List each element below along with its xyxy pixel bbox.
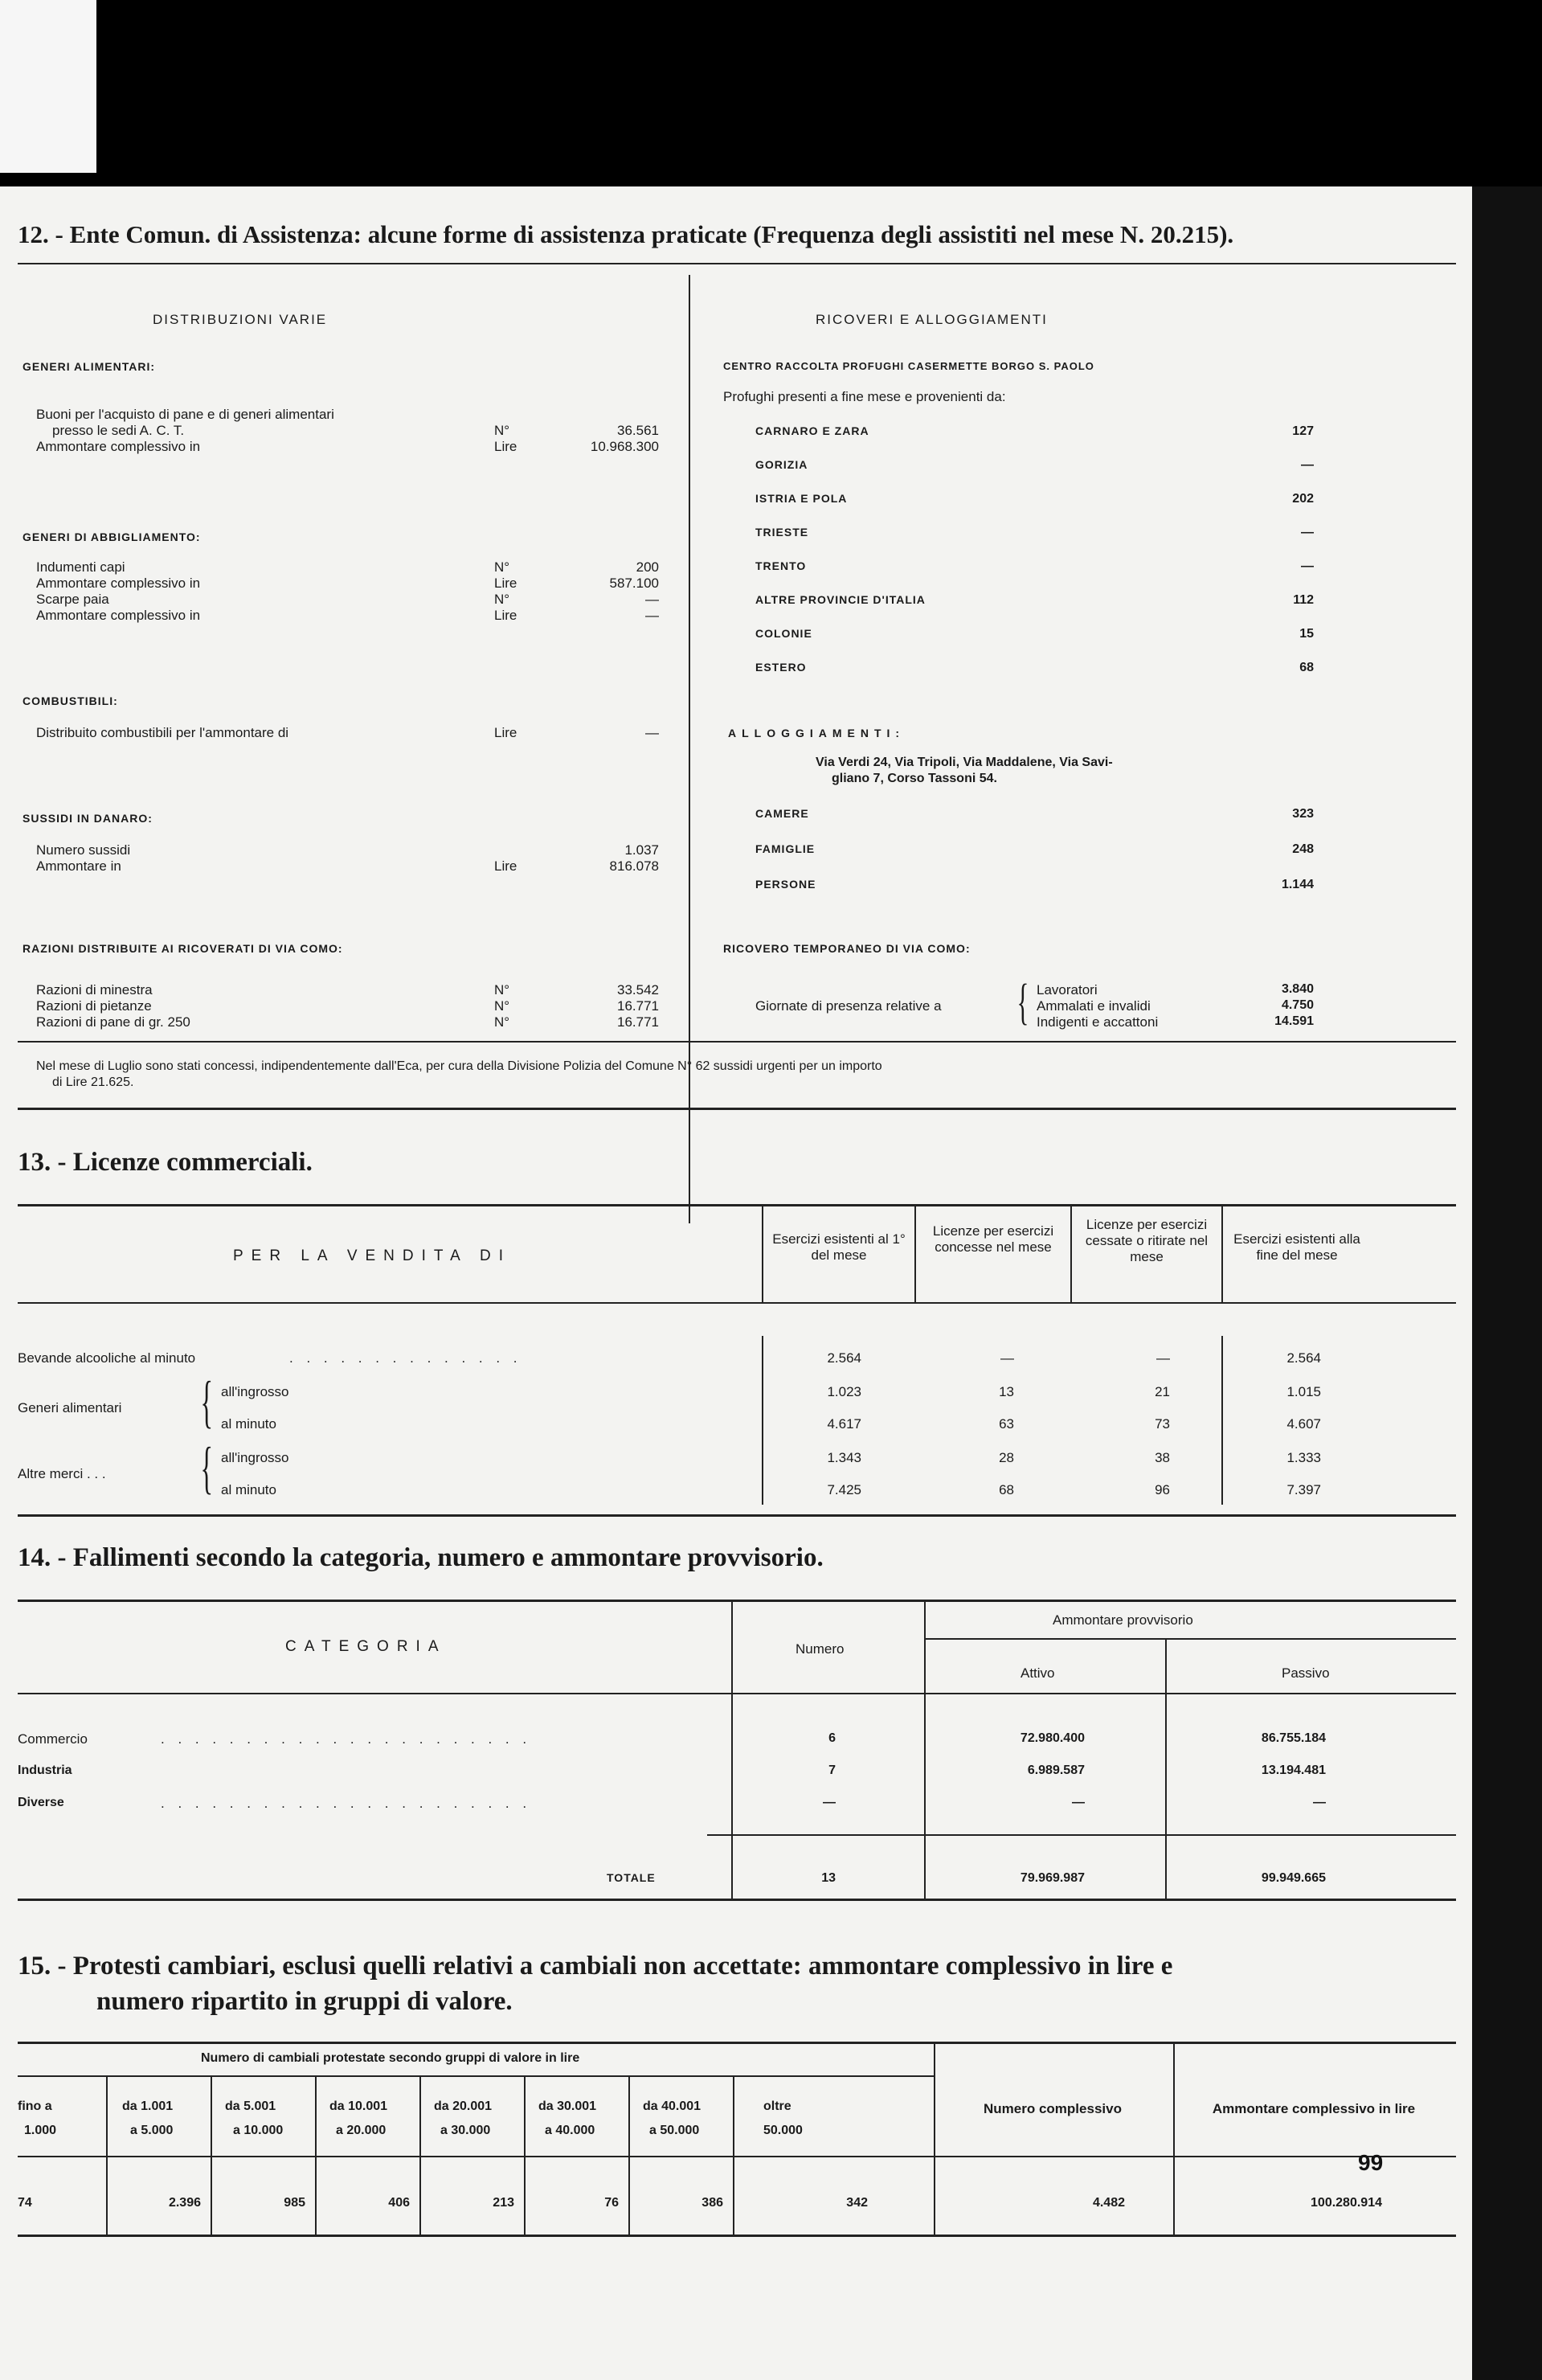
brace: { [200, 1436, 214, 1500]
group-label: a 40.000 [545, 2124, 595, 2137]
group-label: a 5.000 [130, 2124, 174, 2137]
ricovero-row-label: Indigenti e accattoni [1037, 1014, 1159, 1030]
section-15-title: numero ripartito in gruppi di valore. [96, 1987, 513, 2016]
col-header: Licenze per esercizi cessate o ritirate nel mese [1085, 1217, 1209, 1264]
cell: 13 [999, 1384, 1014, 1399]
centro-row-label: COLONIE [755, 627, 812, 640]
row-label: Ammontare complessivo in [36, 608, 201, 623]
cell: 63 [999, 1416, 1014, 1432]
col-header: Esercizi esistenti al 1° del mese [772, 1231, 906, 1263]
group-label: da 5.001 [225, 2099, 276, 2113]
total-cell: 4.482 [1092, 2196, 1125, 2210]
value: 587.100 [609, 576, 659, 591]
value: — [645, 608, 659, 623]
unit: N° [494, 592, 510, 607]
rule [18, 1899, 1456, 1901]
cell: 386 [701, 2196, 723, 2210]
row-label: Scarpe paia [36, 592, 109, 607]
leader-dots: . . . . . . . . . . . . . . [289, 1350, 522, 1366]
alloggi-row-label: FAMIGLIE [755, 842, 816, 855]
scan-corner [0, 0, 96, 173]
group-label: a 20.000 [336, 2124, 387, 2137]
cell: 985 [284, 2196, 305, 2210]
cell: 7 [828, 1763, 836, 1777]
cell: — [1313, 1796, 1326, 1809]
left-header: DISTRIBUZIONI VARIE [153, 312, 328, 327]
row-label: Ammontare complessivo in [36, 439, 201, 454]
divider [762, 1336, 763, 1505]
rule [18, 1600, 1456, 1602]
centro-sub: Profughi presenti a fine mese e provenienti da: [723, 389, 1006, 404]
cell: 21 [1155, 1384, 1170, 1399]
col-header: Ammontare provvisorio [1053, 1612, 1193, 1628]
cell: 72.980.400 [1020, 1731, 1085, 1745]
cell: 1.023 [827, 1384, 861, 1399]
alloggi-row-value: 1.144 [1281, 878, 1314, 891]
divider [762, 1206, 763, 1302]
cell: 4.617 [827, 1416, 861, 1432]
cell: 73 [1155, 1416, 1170, 1432]
ricovero-row-value: 14.591 [1274, 1014, 1314, 1028]
value: 33.542 [617, 982, 659, 997]
row-label: Numero sussidi [36, 842, 131, 858]
row-label: al minuto [221, 1416, 276, 1432]
rule [18, 2156, 1456, 2157]
row-label: Buoni per l'acquisto di pane e di generi alimentari [36, 407, 334, 422]
abbigliamento-head: GENERI DI ABBIGLIAMENTO: [22, 530, 201, 543]
alloggi-row-label: PERSONE [755, 878, 816, 891]
col-label: PER LA VENDITA DI [233, 1247, 511, 1264]
col-header: Attivo [1021, 1665, 1055, 1681]
footnote: Nel mese di Luglio sono stati concessi, indipendentemente dall'Eca, per cura della Divisione Polizia del Comune N° 62 sussidi urgenti per un importo [36, 1059, 882, 1073]
section-14-title: 14. - Fallimenti secondo la categoria, numero e ammontare provvisorio. [18, 1543, 824, 1572]
value: — [645, 592, 659, 607]
footnote: di Lire 21.625. [52, 1075, 134, 1089]
row-label: Diverse [18, 1796, 64, 1809]
divider [914, 1206, 916, 1302]
ricovero-head: RICOVERO TEMPORANEO DI VIA COMO: [723, 942, 971, 955]
section-12-title: 12. - Ente Comun. di Assistenza: alcune forme di assistenza praticate (Frequenza degli assistiti nel mese N. 20.215). [18, 220, 1234, 248]
divider [924, 1694, 926, 1899]
unit: N° [494, 423, 510, 438]
cell: 2.564 [1286, 1350, 1321, 1366]
rule [924, 1638, 1456, 1640]
centro-row-value: 68 [1299, 661, 1314, 674]
centro-row-value: — [1301, 559, 1314, 573]
centro-row-label: TRIESTE [755, 526, 809, 539]
group-label: da 20.001 [434, 2099, 493, 2113]
rule [18, 1514, 1456, 1517]
alloggiamenti-head: ALLOGGIAMENTI: [728, 727, 906, 739]
value: — [645, 725, 659, 740]
cell: — [1000, 1350, 1014, 1366]
rule [18, 2075, 934, 2077]
row-label: Distribuito combustibili per l'ammontare di [36, 725, 289, 740]
cell: 28 [999, 1450, 1014, 1465]
group-label: a 50.000 [649, 2124, 700, 2137]
row-label: Razioni di minestra [36, 982, 153, 997]
leader-dots: . . . . . . . . . . . . . . . . . . . . . . [161, 1731, 532, 1747]
centro-row-label: TRENTO [755, 559, 807, 572]
col-header: Numero complessivo [984, 2101, 1122, 2116]
group-label: fino a [18, 2099, 52, 2113]
ricovero-row-value: 3.840 [1281, 982, 1314, 996]
group-label: 1.000 [24, 2124, 57, 2137]
cell: 86.755.184 [1261, 1731, 1326, 1745]
sussidi-head: SUSSIDI IN DANARO: [22, 812, 153, 825]
divider [1070, 1206, 1072, 1302]
group-label: a 30.000 [440, 2124, 491, 2137]
rule [18, 1302, 1456, 1304]
divider [1165, 1694, 1167, 1899]
row-label: Altre merci . . . [18, 1466, 106, 1481]
divider [1221, 1336, 1223, 1505]
cell: 342 [846, 2196, 868, 2210]
centro-row-value: — [1301, 526, 1314, 539]
cell: 38 [1155, 1450, 1170, 1465]
cell: 74 [18, 2196, 32, 2210]
divider [934, 2043, 935, 2236]
value: 10.968.300 [590, 439, 659, 454]
rule [707, 1834, 1456, 1836]
col-header: CATEGORIA [285, 1638, 447, 1655]
value: 16.771 [617, 998, 659, 1014]
cell: — [1156, 1350, 1170, 1366]
row-label: all'ingrosso [221, 1384, 289, 1399]
page-number: 99 [1358, 2150, 1384, 2175]
table-head: Numero di cambiali protestate secondo gruppi di valore in lire [201, 2051, 580, 2065]
cell: 4.607 [1286, 1416, 1321, 1432]
rule [18, 1693, 1456, 1694]
address: Via Verdi 24, Via Tripoli, Via Maddalene, Via Savi- [816, 756, 1113, 769]
cell: 6 [828, 1731, 836, 1745]
unit: Lire [494, 608, 517, 623]
row-label: Razioni di pane di gr. 250 [36, 1014, 190, 1030]
centro-row-label: CARNARO E ZARA [755, 424, 869, 437]
divider [1165, 1640, 1167, 1693]
row-label: Bevande alcooliche al minuto [18, 1350, 196, 1366]
group-label: da 30.001 [538, 2099, 597, 2113]
alloggi-row-value: 323 [1292, 807, 1314, 821]
razioni-head: RAZIONI DISTRIBUITE AI RICOVERATI DI VIA COMO: [22, 942, 343, 955]
row-label: Ammontare in [36, 858, 121, 874]
unit: N° [494, 1014, 510, 1030]
total-cell: 13 [821, 1871, 836, 1885]
unit: Lire [494, 725, 517, 740]
centro-row-value: — [1301, 458, 1314, 472]
row-label: Indumenti capi [36, 559, 125, 575]
cell: — [823, 1796, 836, 1809]
group-label: 50.000 [763, 2124, 803, 2137]
value: 16.771 [617, 1014, 659, 1030]
divider [731, 1601, 733, 1693]
scan-edge [1472, 186, 1542, 2380]
document-page [0, 186, 1472, 2380]
centro-row-value: 112 [1293, 593, 1314, 607]
total-cell: 100.280.914 [1311, 2196, 1382, 2210]
row-label: all'ingrosso [221, 1450, 289, 1465]
ricovero-row-label: Lavoratori [1037, 982, 1098, 997]
group-label: da 10.001 [329, 2099, 388, 2113]
divider [689, 275, 690, 1223]
row-label: Generi alimentari [18, 1400, 122, 1415]
unit: Lire [494, 576, 517, 591]
ricovero-lead: Giornate di presenza relative a [755, 998, 942, 1014]
cell: 2.396 [168, 2196, 201, 2210]
value: 36.561 [617, 423, 659, 438]
ricovero-row-value: 4.750 [1281, 998, 1314, 1012]
divider [731, 1694, 733, 1899]
row-label: Industria [18, 1763, 72, 1777]
centro-row-value: 202 [1292, 492, 1314, 506]
col-header: Esercizi esistenti alla fine del mese [1233, 1231, 1360, 1263]
group-label: da 1.001 [122, 2099, 174, 2113]
unit: N° [494, 559, 510, 575]
rule [18, 1204, 1456, 1206]
section-13-title: 13. - Licenze commerciali. [18, 1148, 313, 1177]
brace: { [1016, 975, 1029, 1030]
total-label: TOTALE [607, 1871, 656, 1884]
cell: 13.194.481 [1261, 1763, 1326, 1777]
group-label: oltre [763, 2099, 791, 2113]
total-cell: 79.969.987 [1020, 1871, 1085, 1885]
combustibili-head: COMBUSTIBILI: [22, 694, 118, 707]
group-label: da 40.001 [643, 2099, 701, 2113]
col-header: Ammontare complessivo in lire [1212, 2101, 1416, 2116]
value: 816.078 [609, 858, 659, 874]
group-label: a 10.000 [233, 2124, 284, 2137]
col-header: Numero [796, 1641, 845, 1657]
col-header: Passivo [1282, 1665, 1330, 1681]
leader-dots: . . . . . . . . . . . . . . . . . . . . . . [161, 1796, 532, 1811]
rule [18, 1041, 1456, 1043]
brace: { [200, 1370, 214, 1434]
alloggi-row-label: CAMERE [755, 807, 809, 820]
cell: 1.333 [1286, 1450, 1321, 1465]
centro-row-label: ALTRE PROVINCIE D'ITALIA [755, 593, 926, 606]
rule [18, 2042, 1456, 2044]
rule [18, 1108, 1456, 1110]
divider [924, 1601, 926, 1693]
row-label: Razioni di pietanze [36, 998, 152, 1014]
centro-row-label: GORIZIA [755, 458, 808, 471]
cell: 68 [999, 1482, 1014, 1497]
value: 200 [636, 559, 659, 575]
cell: 7.425 [827, 1482, 861, 1497]
unit: N° [494, 998, 510, 1014]
unit: Lire [494, 858, 517, 874]
centro-head: CENTRO RACCOLTA PROFUGHI CASERMETTE BORGO S. PAOLO [723, 360, 1094, 372]
generi-alimentari-head: GENERI ALIMENTARI: [22, 360, 155, 373]
cell: 2.564 [827, 1350, 861, 1366]
row-label: Commercio [18, 1731, 88, 1747]
cell: 213 [493, 2196, 514, 2210]
cell: 406 [388, 2196, 410, 2210]
value: 1.037 [624, 842, 659, 858]
cell: 96 [1155, 1482, 1170, 1497]
rule [18, 263, 1456, 264]
row-label: presso le sedi A. C. T. [52, 423, 185, 438]
address: gliano 7, Corso Tassoni 54. [832, 772, 997, 785]
cell: 6.989.587 [1027, 1763, 1085, 1777]
right-header: RICOVERI E ALLOGGIAMENTI [816, 312, 1048, 327]
cell: 76 [604, 2196, 619, 2210]
unit: Lire [494, 439, 517, 454]
divider [1221, 1206, 1223, 1302]
cell: 1.343 [827, 1450, 861, 1465]
centro-row-label: ESTERO [755, 661, 807, 674]
rule [18, 2235, 1456, 2237]
col-header: Licenze per esercizi concesse nel mese [932, 1223, 1054, 1255]
row-label: al minuto [221, 1482, 276, 1497]
alloggi-row-value: 248 [1292, 842, 1314, 856]
cell: 1.015 [1286, 1384, 1321, 1399]
centro-row-label: ISTRIA E POLA [755, 492, 848, 505]
cell: 7.397 [1286, 1482, 1321, 1497]
unit: N° [494, 982, 510, 997]
section-15-title: 15. - Protesti cambiari, esclusi quelli relativi a cambiali non accettate: ammontare complessivo in lire e [18, 1952, 1173, 1981]
divider [1173, 2043, 1175, 2236]
cell: — [1072, 1796, 1085, 1809]
row-label: Ammontare complessivo in [36, 576, 201, 591]
ricovero-row-label: Ammalati e invalidi [1037, 998, 1151, 1014]
total-cell: 99.949.665 [1261, 1871, 1326, 1885]
centro-row-value: 15 [1299, 627, 1314, 641]
centro-row-value: 127 [1292, 424, 1314, 438]
